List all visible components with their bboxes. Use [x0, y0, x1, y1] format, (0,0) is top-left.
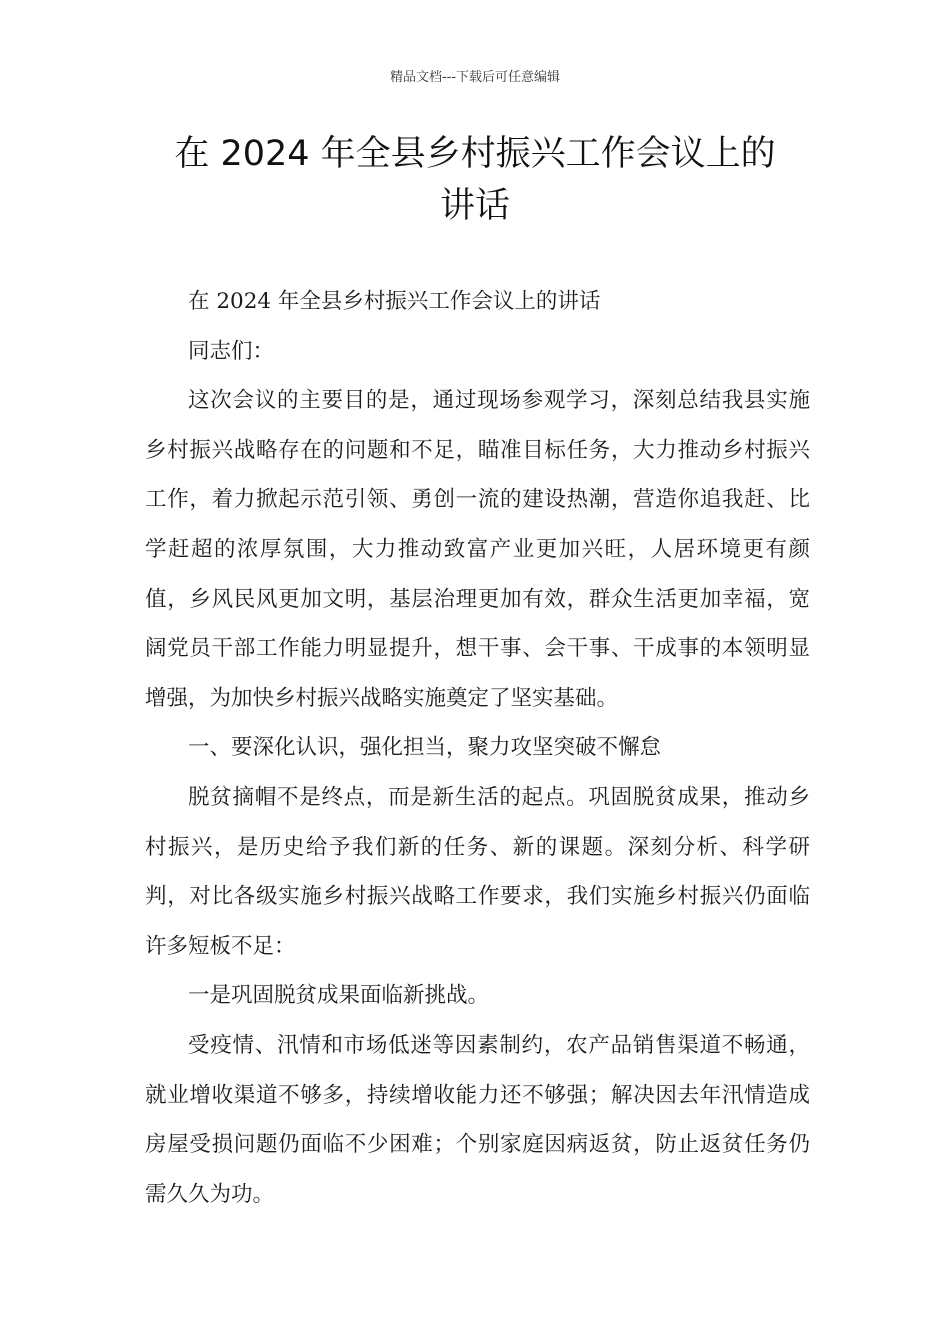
header-note: 精品文档---下载后可任意编辑: [389, 70, 561, 85]
subheading-1: 一是巩固脱贫成果面临新挑战。: [188, 983, 490, 1009]
paragraph-section-1: 脱贫摘帽不是终点，而是新生活的起点。巩固脱贫成果，推动乡村振兴，是历史给予我们新的任务、新的课题。深刻分析、科学研判，对比各级实施乡村振兴战略工作要求，我们实施乡村振兴仍面临许多短板不足：: [145, 784, 810, 959]
title-line-1: 在 2024 年全县乡村振兴工作会议上的: [174, 134, 776, 174]
document-title: [145, 128, 805, 232]
paragraph-subtitle: 在 2024 年全县乡村振兴工作会议上的讲话: [188, 289, 601, 314]
section-heading-1: 一、要深化认识，强化担当，聚力攻坚突破不懈怠: [188, 735, 662, 761]
title-line-2: 讲话: [439, 186, 510, 226]
paragraph-salutation: 同志们：: [188, 338, 275, 364]
paragraph-subsection-1: 受疫情、汛情和市场低迷等因素制约，农产品销售渠道不畅通，就业增收渠道不够多，持续增收能力还不够强；解决因去年汛情造成房屋受损问题仍面临不少困难；个别家庭因病返贫，防止返贫任务仍需久久为功。: [145, 1032, 810, 1207]
paragraph-intro: 这次会议的主要目的是，通过现场参观学习，深刻总结我县实施乡村振兴战略存在的问题和不足，瞄准目标任务，大力推动乡村振兴工作，着力掀起示范引领、勇创一流的建设热潮，营造你追我赶、比学赶超的浓厚氛围，大力推动致富产业更加兴旺，人居环境更有颜值，乡风民风更加文明，基层治理更加有效，群众生活更加幸福，宽阔党员干部工作能力明显提升，想干事、会干事、干成事的本领明显增强，为加快乡村振兴战略实施奠定了坚实基础。: [145, 388, 810, 711]
document-body: [145, 277, 810, 1219]
